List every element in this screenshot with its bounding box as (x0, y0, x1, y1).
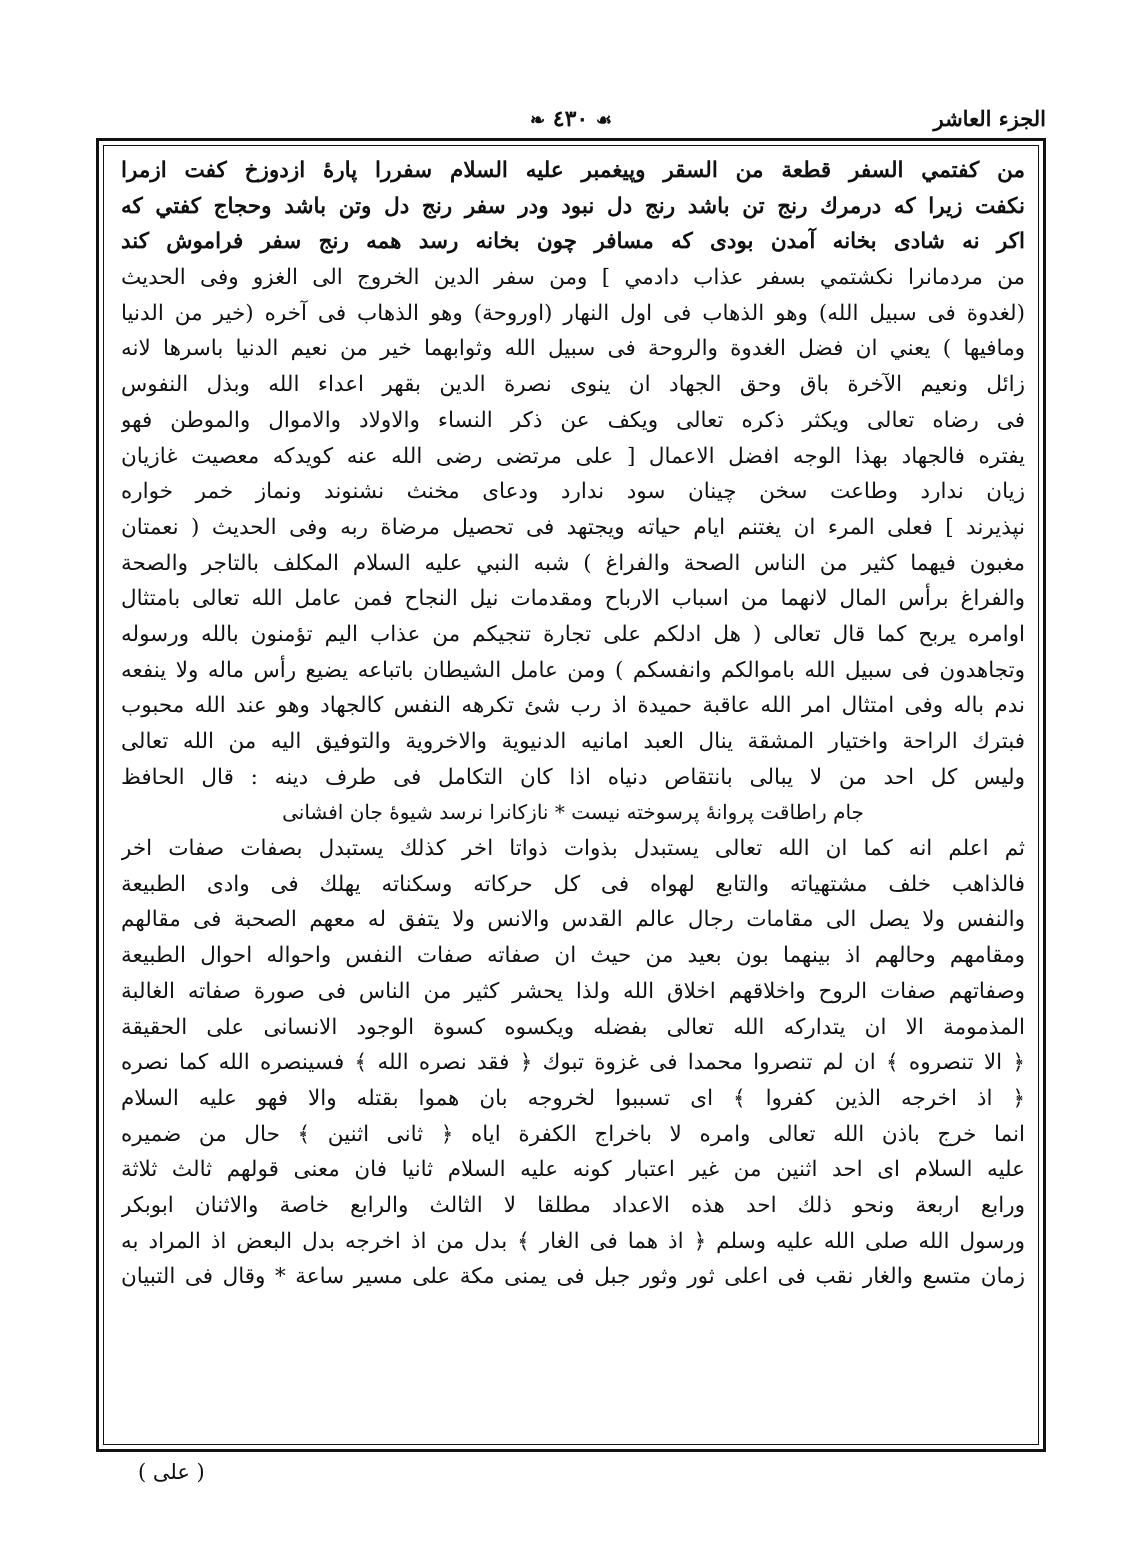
text-line: والفراغ برأس المال لانهما من اسباب الارباح ومقدمات نيل النجاح فمن عامل الله تعالى بامتثال (121, 586, 1025, 612)
text-line: مغبون فيهما كثير من الناس الصحة والفراغ ) شبه النبي عليه السلام المكلف بالتاجر والصحة (121, 550, 1025, 576)
text-line: وتجاهدون فى سبيل الله باموالكم وانفسكم ) ومن عامل الشيطان باتباعه يضيع رأس ماله ولا ينفعه (121, 657, 1025, 683)
text-line: نكفت زيرا كه درمرك رنج تن باشد رنج دل نبود ودر سفر رنج دل وتن باشد وحجاج كفتي كه (121, 193, 1025, 219)
page-number-group (96, 106, 1046, 132)
text-line: اوامره يربح كما قال تعالى ( هل ادلكم على تجارة تنجيكم من عذاب اليم تؤمنون بالله ورسوله (121, 621, 1025, 647)
text-line: ومقامهم وحالهم اذ بينهما بون بعيد من حيث ان صفاته صفات النفس واحواله احوال الطبيعة (121, 943, 1025, 969)
text-line: زيان ندارد وطاعت سخن چينان سود ندارد ودعاى مخنث نشنوند ونماز خمر خواره (121, 479, 1025, 505)
text-line: فالذاهب خلف مشتهياته والتابع لهواه فى كل حركاته وسكناته يهلك فى وادى الطبيعة (121, 871, 1025, 897)
text-line: ندم باله وفى امتثال امر الله عاقبة حميدة اذ رب شئ تكرهه النفس كالجهاد وهو عند الله محبوب (121, 693, 1025, 719)
text-line: ومافيها ) يعني ان فضل الغدوة والروحة فى سبيل الله وثوابهما خير من نعيم الدنيا باسرها لانه (121, 336, 1025, 362)
page-number: ٤٣٠ (552, 106, 589, 132)
text-frame (96, 138, 1046, 1452)
text-line: زائل ونعيم الآخرة باق وحق الجهاد ان ينوى نصرة الدين بقهر اعداء الله وبذل النفوس (121, 372, 1025, 398)
part-title: الجزء العاشر (933, 106, 1046, 131)
text-line: المذمومة الا ان يتداركه الله تعالى بفضله ويكسوه كسوة الوجود الانسانى على الحقيقة (121, 1014, 1025, 1040)
text-line: والنفس ولا يصل الى مقامات رجال عالم القدس والانس ولا يتفق له معهم الصحبة فى مقالهم (121, 907, 1025, 933)
text-line: وصفاتهم صفات الروح واخلاقهم اخلاق الله ولذا يحشر كثير من الناس فى صورة صفاته الغالبة (121, 978, 1025, 1004)
catchword: ( على ) (138, 1460, 205, 1484)
text-line: ثم اعلم انه كما ان الله تعالى يستبدل بذوات ذواتا اخر كذلك يستبدل بصفات صفات اخر (121, 836, 1025, 862)
text-line: نپذيرند ] فعلى المرء ان يغتنم ايام حياته ويجتهد فى تحصيل مرضاة ربه وفى الحديث ( نعمتان (121, 514, 1025, 540)
text-line: انما خرج باذن الله تعالى وامره لا باخراج الكفرة اياه ﴿ ثانى اثنين ﴾ حال من ضميره (121, 1121, 1025, 1147)
text-line: ورابع اربعة ونحو ذلك احد هذه الاعداد مطلقا لا الثالث والرابع خاصة والاثنان ابوبكر (121, 1192, 1025, 1218)
ornament-right-icon: ☙ (595, 109, 613, 131)
text-line: ﴿ اذ اخرجه الذين كفروا ﴾ اى تسببوا لخروجه بان هموا بقتله والا فهو عليه السلام (121, 1085, 1025, 1111)
page-header (96, 100, 1046, 140)
text-line: يفتره فالجهاد بهذا الوجه افضل الاعمال [ على مرتضى رضى الله عنه كويدكه معصيت غازيان (121, 443, 1025, 469)
text-line: من مردمانرا نكشتمي بسفر عذاب دادمي ] ومن سفر الدين الخروج الى الغزو وفى الحديث (121, 265, 1025, 291)
ornament-left-icon: ❧ (529, 109, 546, 131)
text-line: من كفتمي السفر قطعة من السقر وپيغمبر عليه السلام سفررا پارهٔ ازدوزخ كفت ازمرا (121, 158, 1025, 183)
text-line: وليس كل احد من لا يبالى بانتقاص دنياه اذا كان التكامل فى طرف دينه : قال الحافظ (121, 764, 1025, 790)
text-line: زمان متسع والغار نقب فى اعلى ثور وثور جبل فى يمنى مكة على مسير ساعة * وقال فى التبيان (121, 1264, 1025, 1290)
body-text (121, 153, 1025, 1295)
text-line: عليه السلام اى احد اثنين من غير اعتبار كونه عليه السلام ثانيا فان معنى قولهم ثالث ثلاثة (121, 1157, 1025, 1183)
text-line: فى رضاه تعالى ويكثر ذكره تعالى ويكف عن ذكر النساء والاولاد والاموال والموطن فهو (121, 407, 1025, 433)
text-line: فبترك الراحة واختيار المشقة ينال العبد امانيه الدنيوية والاخروية والتوفيق اليه من الله تعالى (121, 729, 1025, 754)
text-line: ﴿ الا تنصروه ﴾ ان لم تنصروا محمدا فى غزوة تبوك ﴿ فقد نصره الله ﴾ فسينصره الله كما نصره (121, 1050, 1025, 1076)
verse-line: جام راطاقت پروانهٔ پرسوخته نيست * نازكانرا نرسد شيوهٔ جان افشانى (282, 800, 864, 825)
text-line: اكر نه شادی بخانه آمدن بودی که مسافر چون بخانه رسد همه رنج سفر فراموش کند (121, 229, 1025, 255)
text-line: (لغدوة فى سبيل الله) وهو الذهاب فى اول النهار (اوروحة) وهو الذهاب فى آخره (خير من الدنيا (121, 300, 1025, 326)
text-line: ورسول الله صلى الله عليه وسلم ﴿ اذ هما فى الغار ﴾ بدل من اذ اخرجه بدل البعض اذ المراد به (121, 1228, 1025, 1254)
